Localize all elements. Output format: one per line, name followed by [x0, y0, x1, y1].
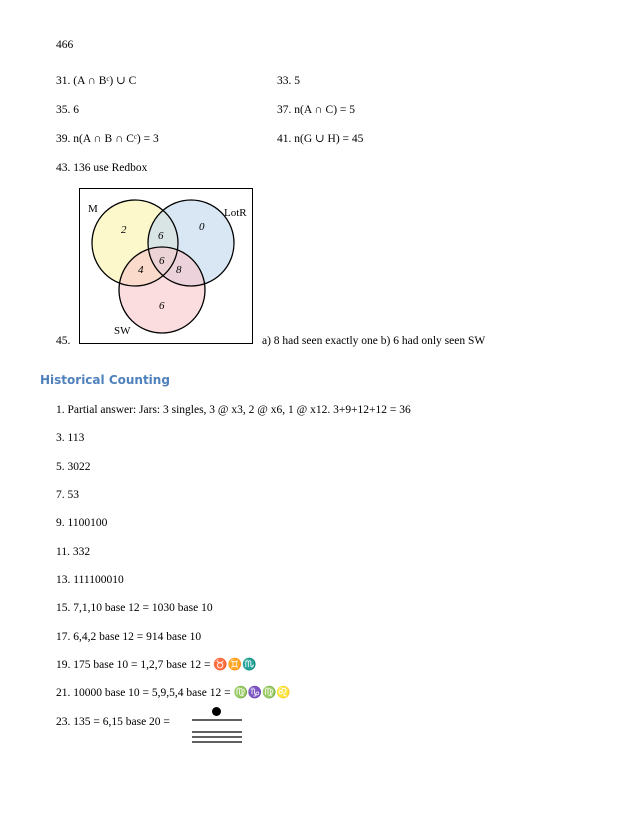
venn-label-sw: SW [114, 325, 131, 337]
venn-diagram [79, 188, 253, 344]
answer-45-text: a) 8 had seen exactly one b) 6 had only seen SW [262, 335, 486, 347]
historical-answer-9: 9. 1100100 [56, 517, 108, 529]
venn-label-lotr: LotR [224, 207, 247, 219]
venn-region-m-sw: 4 [138, 264, 144, 276]
answer-35: 35. 6 [56, 104, 79, 116]
answer-33: 33. 5 [277, 75, 300, 87]
historical-answer-13: 13. 111100010 [56, 574, 124, 586]
historical-answer-11: 11. 332 [56, 546, 91, 558]
venn-region-lotr-sw: 8 [176, 264, 182, 276]
answer-31: 31. (A ∩ Bᶜ) ∪ C [56, 75, 137, 87]
historical-answer-3: 3. 113 [56, 432, 85, 444]
venn-region-m-lotr: 6 [158, 230, 164, 242]
historical-answer-17: 17. 6,4,2 base 12 = 914 base 10 [56, 631, 202, 643]
answer-45-number: 45. [56, 335, 71, 347]
answer-39: 39. n(A ∩ B ∩ Cᶜ) = 3 [56, 133, 159, 145]
answer-41: 41. n(G ∪ H) = 45 [277, 133, 364, 145]
historical-answer-7: 7. 53 [56, 489, 79, 501]
venn-region-center: 6 [159, 255, 165, 267]
answer-37: 37. n(A ∩ C) = 5 [277, 104, 356, 116]
venn-region-lotr-only: 0 [199, 221, 205, 233]
historical-answer-15: 15. 7,1,10 base 12 = 1030 base 10 [56, 602, 213, 614]
venn-region-m-only: 2 [121, 224, 127, 236]
historical-answer-19: 19. 175 base 10 = 1,2,7 base 12 = ♉♊♏ [56, 659, 257, 671]
historical-answer-1: 1. Partial answer: Jars: 3 singles, 3 @ x3, 2 @ x6, 1 @ x12. 3+9+12+12 = 36 [56, 404, 411, 416]
venn-region-sw-only: 6 [159, 300, 165, 312]
historical-answer-23: 23. 135 = 6,15 base 20 = [56, 716, 170, 728]
answer-43: 43. 136 use Redbox [56, 162, 148, 174]
section-title: Historical Counting [40, 373, 170, 387]
venn-label-m: M [88, 203, 98, 215]
historical-answer-21: 21. 10000 base 10 = 5,9,5,4 base 12 = ♍♑♍♌ [56, 687, 291, 699]
maya-bars-icon [192, 718, 242, 744]
historical-answer-5: 5. 3022 [56, 461, 91, 473]
page-number: 466 [56, 39, 74, 51]
maya-dot-icon [212, 707, 221, 716]
